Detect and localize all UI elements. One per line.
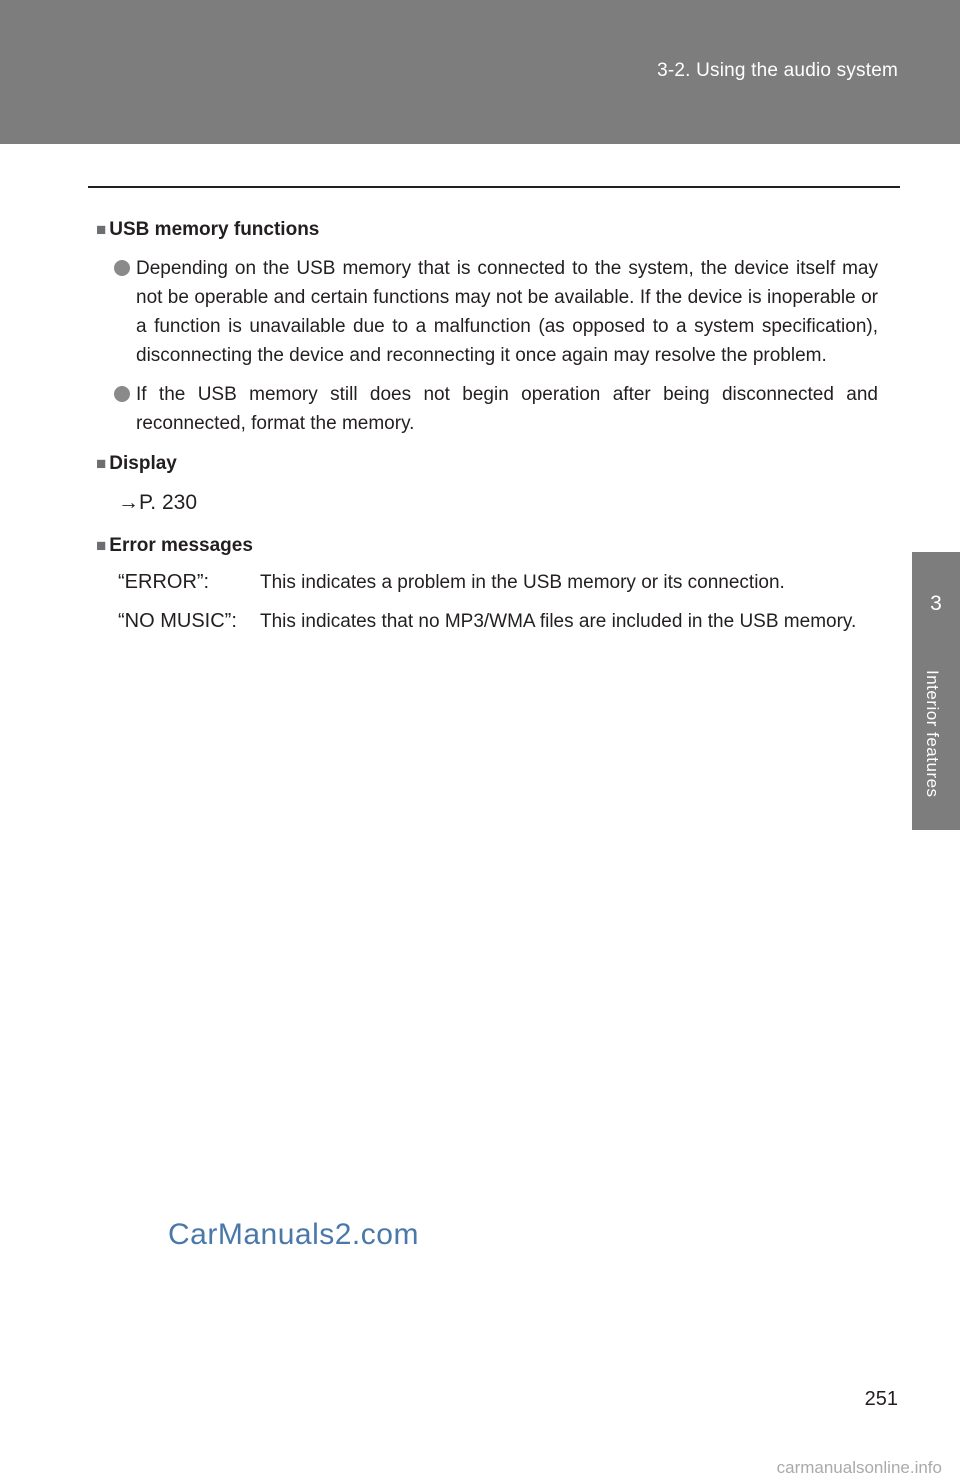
bullet-dot-icon xyxy=(114,386,130,402)
bullet-text: If the USB memory still does not begin operation after being disconnected and reconnected, format the memory. xyxy=(136,384,878,434)
page-header xyxy=(0,0,960,144)
error-code: “ERROR”: xyxy=(118,571,210,593)
section-heading-error-messages: ■ Error messages xyxy=(96,535,253,556)
chapter-number: 3 xyxy=(930,592,942,615)
chapter-tab xyxy=(912,552,960,830)
page-content xyxy=(96,214,878,646)
error-message-row xyxy=(118,607,878,636)
error-code: “NO MUSIC”: xyxy=(118,610,237,632)
page-reference-link[interactable]: →P. 230 xyxy=(118,491,198,514)
watermark-logo: CarManuals2.com xyxy=(168,1218,419,1251)
bullet-text: Depending on the USB memory that is connected to the system, the device itself may not be operable and certain functions may not be available. If the device is inoperable or a function is unavailable due to a malfunction (as opposed to a system specification), disconnecting the device and reconnecting it once again may resolve the problem. xyxy=(136,258,878,366)
error-description: This indicates that no MP3/WMA files are included in the USB memory. xyxy=(260,611,857,632)
square-marker: ■ xyxy=(96,536,107,555)
error-description: This indicates a problem in the USB memory or its connection. xyxy=(260,572,785,593)
square-marker: ■ xyxy=(96,454,107,473)
square-marker: ■ xyxy=(96,220,107,239)
bullet-dot-icon xyxy=(114,260,130,276)
bullet-item xyxy=(96,380,878,438)
section-title: 3-2. Using the audio system xyxy=(657,60,898,81)
error-message-row xyxy=(118,568,878,597)
section-heading-usb-memory-functions: ■ USB memory functions xyxy=(96,219,320,240)
page-number: 251 xyxy=(864,1388,898,1410)
bullet-item xyxy=(96,254,878,370)
footer-source-text: carmanualsonline.info xyxy=(776,1458,942,1477)
header-rule xyxy=(88,186,900,188)
chapter-label: Interior features xyxy=(923,670,942,798)
section-heading-display: ■ Display xyxy=(96,453,177,474)
